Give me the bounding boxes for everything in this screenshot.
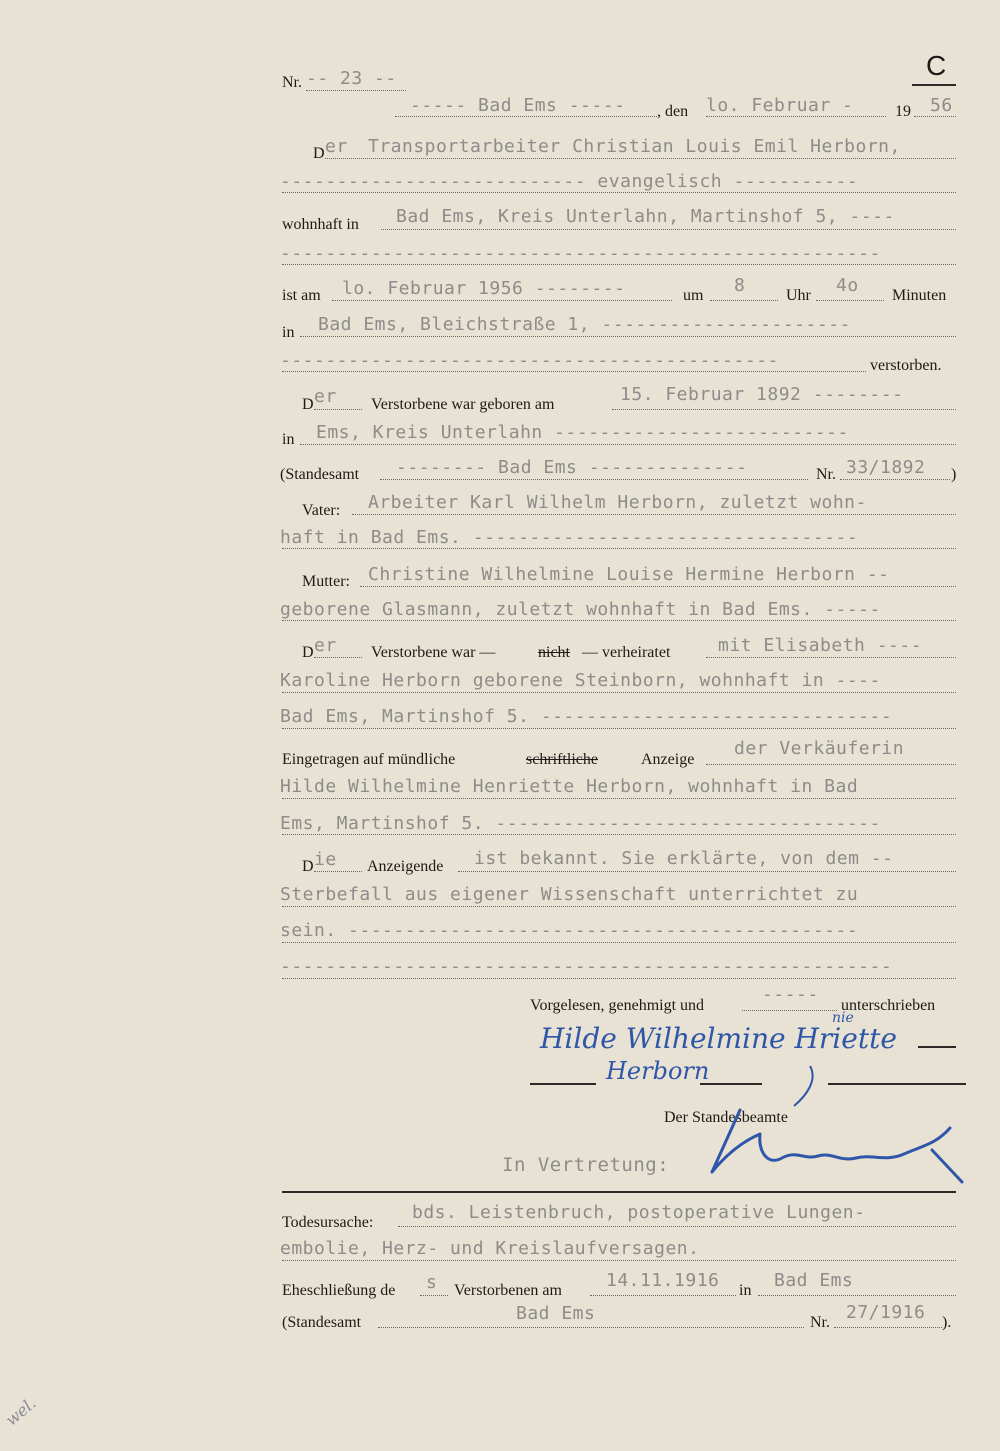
- anzeigende1-dotline: [458, 871, 956, 872]
- cause2-dotline: [282, 1260, 956, 1261]
- anzeigende-label: Anzeigende: [367, 858, 444, 875]
- vorgelesen-dotline: [742, 1010, 837, 1011]
- prior-standesamt-label: (Standesamt: [282, 1314, 362, 1331]
- prior-marriage-label-b: Verstorbenen am: [454, 1282, 562, 1299]
- informant-line1: der Verkäuferin: [734, 738, 905, 759]
- address2-dotline: [282, 264, 956, 265]
- anzeigende-die-printed: D: [302, 858, 314, 875]
- anzeigende-line1: ist bekannt. Sie erklärte, von dem --: [474, 848, 894, 869]
- birth-standesamt-label: (Standesamt: [280, 466, 360, 483]
- nr-label: Nr.: [282, 74, 302, 91]
- marriage-line2: Karoline Herborn geborene Steinborn, wohnhaft in ----: [280, 670, 881, 691]
- anzeigende-line3: sein. ---------------------------------------------: [280, 920, 859, 941]
- prior-marriage-place-value: Bad Ems: [774, 1270, 854, 1291]
- birth-standesamt-value: -------- Bad Ems --------------: [396, 457, 748, 478]
- prior-marriage-suffix-dotline: [420, 1295, 448, 1296]
- minute-dotline: [816, 300, 884, 301]
- date-dotline: [706, 116, 886, 117]
- anzeigende3-dotline: [282, 942, 956, 943]
- prior-nr-label: Nr.: [810, 1314, 830, 1331]
- signature-line1-rule: [918, 1046, 956, 1048]
- place-dotline: [395, 116, 657, 117]
- address-line1: Bad Ems, Kreis Unterlahn, Martinshof 5, ----: [396, 206, 895, 227]
- birth-label: Verstorbene war geboren am: [371, 396, 555, 413]
- corner-letter-underline: [912, 84, 956, 86]
- birth-close-paren: ): [951, 466, 957, 483]
- anzeigende-line2: Sterbefall aus eigener Wissenschaft unterrichtet zu: [280, 884, 859, 905]
- informant2-dotline: [282, 798, 956, 799]
- wohnhaft-label: wohnhaft in: [282, 216, 359, 233]
- anzeigende-die-dotline: [314, 871, 362, 872]
- marriage2-dotline: [282, 692, 956, 693]
- cause1-dotline: [398, 1226, 956, 1227]
- birth-standesamt-dotline: [380, 479, 808, 480]
- prior-close: ).: [942, 1314, 952, 1331]
- death-place-line1: Bad Ems, Bleichstraße 1, ----------------------: [318, 314, 851, 335]
- prior-marriage-date-dotline: [590, 1295, 736, 1296]
- anzeigende-line4: ------------------------------------------------------: [280, 956, 893, 977]
- anzeigende-die-suffix: ie: [314, 849, 337, 870]
- prior-marriage-date-value: 14.11.1916: [606, 1270, 720, 1291]
- informant-label-b: Anzeige: [641, 751, 695, 768]
- minuten-label: Minuten: [892, 287, 947, 304]
- informant-label-a: Eingetragen auf mündliche: [282, 751, 456, 768]
- mutter-line2: geborene Glasmann, zuletzt wohnhaft in Bad Ems. -----: [280, 599, 881, 620]
- signature-line2-rule-left: [530, 1083, 596, 1085]
- vorgelesen-value: -----: [762, 984, 819, 1005]
- informant1-dotline: [706, 764, 956, 765]
- place-value: ----- Bad Ems -----: [410, 95, 626, 116]
- year-suffix: 56: [930, 95, 953, 116]
- name-dotline: [325, 158, 956, 159]
- marriage-label-b: — verheiratet: [582, 644, 671, 661]
- hour-dotline: [710, 300, 778, 301]
- year-prefix: 19: [895, 103, 911, 120]
- marriage-line1: mit Elisabeth ----: [718, 635, 923, 656]
- informant-line2: Hilde Wilhelmine Henriette Herborn, wohnhaft in Bad: [280, 776, 859, 797]
- prior-marriage-label-a: Eheschließung de: [282, 1282, 396, 1299]
- marriage-line3: Bad Ems, Martinshof 5. -------------------------------: [280, 706, 893, 727]
- informant-label-struck: schriftliche: [526, 751, 598, 768]
- vater-label: Vater:: [302, 502, 341, 519]
- informant-signature-line1: Hilde Wilhelmine Hriette: [540, 1022, 897, 1055]
- marriage1-dotline: [706, 657, 956, 658]
- marriage-der-dotline: [314, 657, 362, 658]
- cause-line2: embolie, Herz- und Kreislaufversagen.: [280, 1238, 700, 1259]
- birth-nr-label: Nr.: [816, 466, 836, 483]
- death-place-line2: --------------------------------------------: [280, 350, 779, 371]
- prior-marriage-place-dotline: [758, 1295, 956, 1296]
- mutter-line1: Christine Wilhelmine Louise Hermine Herborn --: [368, 564, 890, 585]
- vater-line2: haft in Bad Ems. ----------------------------------: [280, 527, 859, 548]
- ist-am-label: ist am: [282, 287, 321, 304]
- birth-nr-value: 33/1892: [846, 457, 926, 478]
- birth-in-label: in: [282, 431, 295, 448]
- prior-nr-value: 27/1916: [846, 1302, 926, 1323]
- birth-nr-dotline: [840, 479, 950, 480]
- informant-signature-superscript: nie: [832, 1010, 854, 1026]
- unterschrieben-label: unterschrieben: [841, 997, 936, 1014]
- margin-pencil-note: wel.: [1, 1393, 40, 1430]
- marriage3-dotline: [282, 728, 956, 729]
- corner-letter: C: [926, 50, 947, 81]
- death-place2-dotline: [282, 371, 866, 372]
- birth-date-value: 15. Februar 1892 --------: [620, 384, 904, 405]
- informant-signature-line2: Herborn: [606, 1057, 710, 1085]
- birth-der-dotline: [314, 409, 362, 410]
- religion-line: --------------------------- evangelisch -----------: [280, 171, 859, 192]
- marriage-der-suffix: er: [314, 635, 337, 656]
- address1-dotline: [381, 229, 956, 230]
- prior-standesamt-value: Bad Ems: [516, 1303, 596, 1324]
- death-in-label: in: [282, 324, 295, 341]
- vertretung-label: In Vertretung:: [502, 1154, 670, 1176]
- mutter2-dotline: [282, 620, 956, 621]
- birth-der-suffix: er: [314, 386, 337, 407]
- address-line2: -----------------------------------------------------: [280, 243, 881, 264]
- den-label: , den: [657, 103, 689, 120]
- marriage-label-struck: nicht: [538, 644, 570, 661]
- informant3-dotline: [282, 834, 956, 835]
- death-date-value: lo. Februar 1956 --------: [342, 278, 626, 299]
- vater1-dotline: [352, 514, 956, 515]
- death-date-dotline: [332, 300, 672, 301]
- vorgelesen-label: Vorgelesen, genehmigt und: [530, 997, 705, 1014]
- religion-dotline: [282, 192, 956, 193]
- hour-value: 8: [734, 275, 746, 296]
- informant-line3: Ems, Martinshof 5. ----------------------------------: [280, 813, 881, 834]
- section-divider: [282, 1191, 956, 1193]
- beamte-signature: [790, 1138, 876, 1162]
- anzeigende2-dotline: [282, 906, 956, 907]
- name-line: Transportarbeiter Christian Louis Emil Herborn,: [368, 136, 901, 157]
- death-place1-dotline: [300, 336, 956, 337]
- prior-standesamt-dotline: [378, 1327, 804, 1328]
- uhr-label: Uhr: [786, 287, 811, 304]
- vater2-dotline: [282, 548, 956, 549]
- cause-line1: bds. Leistenbruch, postoperative Lungen-: [412, 1202, 866, 1223]
- year-dotline: [914, 116, 956, 117]
- prior-marriage-suffix: s: [426, 1272, 438, 1293]
- prior-nr-dotline: [834, 1327, 942, 1328]
- verstorben-label: verstorben.: [870, 357, 942, 374]
- cause-label: Todesursache:: [282, 1214, 374, 1231]
- birth-date-dotline: [612, 409, 956, 410]
- mutter-label: Mutter:: [302, 573, 350, 590]
- birth-place-dotline: [300, 444, 956, 445]
- nr-dotline: [306, 90, 406, 91]
- um-label: um: [683, 287, 704, 304]
- date-value: lo. Februar -: [706, 95, 854, 116]
- prior-marriage-in-label: in: [739, 1282, 752, 1299]
- marriage-label-a: Verstorbene war —: [371, 644, 496, 661]
- birth-place-value: Ems, Kreis Unterlahn --------------------------: [316, 422, 849, 443]
- vater-line1: Arbeiter Karl Wilhelm Herborn, zuletzt wohn-: [368, 492, 867, 513]
- anzeigende4-dotline: [282, 978, 956, 979]
- signature-line2-rule-right: [828, 1083, 966, 1085]
- mutter1-dotline: [360, 586, 956, 587]
- der-printed: D: [313, 145, 325, 162]
- beamte-label: Der Standesbeamte: [664, 1109, 788, 1126]
- minute-value: 4o: [836, 275, 859, 296]
- nr-value: -- 23 --: [306, 68, 397, 89]
- birth-der-printed: D: [302, 396, 314, 413]
- signature-line2-rule-mid: [700, 1083, 762, 1085]
- marriage-der-printed: D: [302, 644, 314, 661]
- der-suffix: er: [325, 136, 348, 157]
